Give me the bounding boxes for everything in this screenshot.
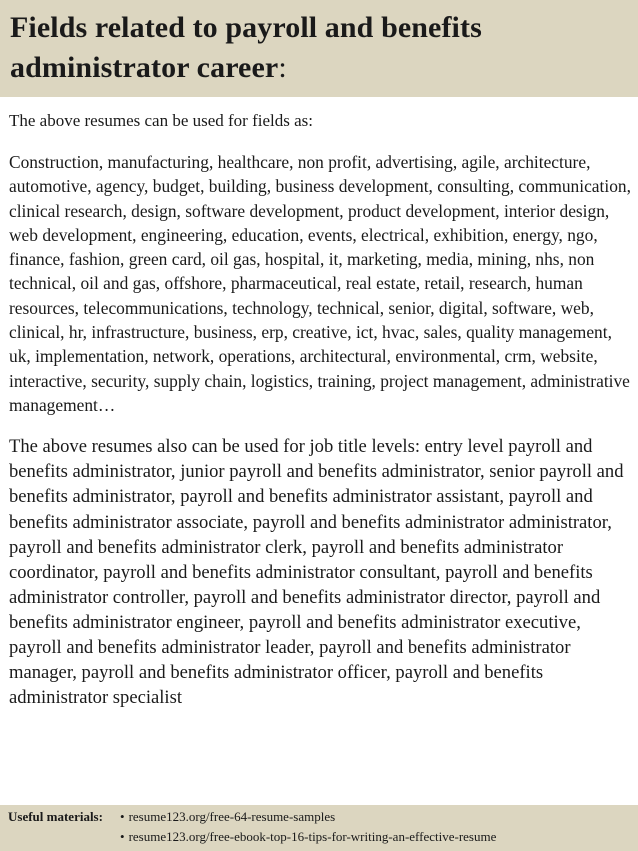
title-banner xyxy=(0,0,638,97)
resume-samples-link[interactable]: resume123.org/free-64-resume-samples xyxy=(128,809,336,824)
job-levels-paragraph: The above resumes also can be used for job title levels: entry level payroll and benefits administrator, junior payroll and benefits administrator, senior payroll and benefits administrator, payroll and benefits administrator assistant, payroll and benefits administrator associate, payroll and benefits administrator administrator, payroll and benefits administrator clerk, payroll and benefits administrator coordinator, payroll and benefits administrator consultant, payroll and benefits administrator controller, payroll and benefits administrator director, payroll and benefits administrator engineer, payroll and benefits administrator executive, payroll and benefits administrator leader, payroll and benefits administrator manager, payroll and benefits administrator officer, payroll and benefits administrator specialist xyxy=(9,436,624,709)
useful-materials-label-text: Useful materials xyxy=(8,809,99,824)
useful-materials-footer xyxy=(0,805,638,851)
page-title-colon: : xyxy=(278,51,287,84)
intro-text: The above resumes can be used for fields as: xyxy=(9,111,313,130)
content-area xyxy=(9,110,633,710)
bullet-icon: • xyxy=(120,829,125,844)
footer-link-item-2 xyxy=(120,827,496,847)
footer-row-2 xyxy=(8,827,630,847)
page-title-text: Fields related to payroll and benefits administrator career xyxy=(10,11,482,84)
footer-row-1 xyxy=(8,807,630,827)
useful-materials-label-colon: : xyxy=(98,809,103,824)
footer-spacer xyxy=(8,827,120,847)
fields-list-paragraph: Construction, manufacturing, healthcare, non profit, advertising, agile, architecture, automotive, agency, budget, building, business development, consulting, communication, clinical research, design, software development, product development, interior design, web development, engineering, education, events, electrical, exhibition, energy, ngo, finance, fashion, green card, oil gas, hospital, it, marketing, media, mining, nhs, non technical, oil and gas, offshore, pharmaceutical, real estate, retail, research, human resources, telecommunications, technology, technical, senior, digital, software, web, clinical, hr, infrastructure, business, erp, creative, ict, hvac, sales, quality management, uk, implementation, network, operations, architectural, environmental, crm, website, interactive, security, supply chain, logistics, training, project management, administrative management… xyxy=(9,152,631,415)
footer-link-item-1 xyxy=(120,807,335,827)
useful-materials-label xyxy=(8,807,120,827)
page-title xyxy=(10,8,628,88)
resume-ebook-link[interactable]: resume123.org/free-ebook-top-16-tips-for-writing-an-effective-resume xyxy=(128,829,497,844)
bullet-icon: • xyxy=(120,809,125,824)
